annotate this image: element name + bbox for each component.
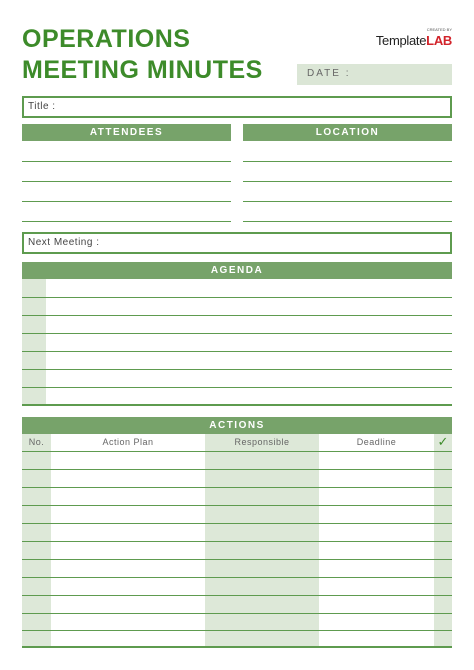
attendees-line <box>22 221 231 222</box>
actions-row <box>22 577 452 578</box>
agenda-row <box>22 404 452 406</box>
attendees-line <box>22 161 231 162</box>
agenda-header: AGENDA <box>22 262 452 279</box>
actions-col-no: No. <box>28 437 45 447</box>
actions-row <box>22 646 452 648</box>
location-line <box>243 201 452 202</box>
logo-brand-lab: LAB <box>426 33 452 48</box>
actions-row <box>22 487 452 488</box>
agenda-row <box>22 333 452 334</box>
page-title-line-2: MEETING MINUTES <box>22 56 263 84</box>
actions-col-action-plan: Action Plan <box>102 437 154 447</box>
title-label: Title : <box>28 101 56 112</box>
actions-row <box>22 559 452 560</box>
actions-check-column <box>434 434 452 646</box>
next-meeting-field[interactable] <box>22 232 452 254</box>
agenda-row <box>22 369 452 370</box>
templatelab-logo <box>376 28 452 49</box>
date-field[interactable] <box>297 64 452 85</box>
location-line <box>243 161 452 162</box>
location-header: LOCATION <box>243 124 452 141</box>
logo-brand <box>376 33 452 48</box>
actions-row <box>22 595 452 596</box>
agenda-row <box>22 351 452 352</box>
attendees-header: ATTENDEES <box>22 124 231 141</box>
logo-brand-template: Template <box>375 33 427 48</box>
check-icon: ✓ <box>437 434 449 449</box>
actions-row <box>22 630 452 631</box>
logo-caption: CREATED BY <box>426 27 452 32</box>
actions-header: ACTIONS <box>22 417 452 434</box>
agenda-row <box>22 387 452 388</box>
actions-row <box>22 469 452 470</box>
attendees-line <box>22 201 231 202</box>
attendees-line <box>22 181 231 182</box>
actions-col-deadline: Deadline <box>356 437 397 447</box>
actions-row <box>22 523 452 524</box>
location-line <box>243 221 452 222</box>
actions-col-responsible: Responsible <box>234 437 290 447</box>
actions-row <box>22 541 452 542</box>
next-meeting-label: Next Meeting : <box>28 237 100 248</box>
actions-no-column <box>22 434 51 646</box>
date-label: DATE : <box>307 68 351 79</box>
location-line <box>243 181 452 182</box>
actions-responsible-column <box>205 434 319 646</box>
page-title-line-1: OPERATIONS <box>22 25 191 53</box>
agenda-row <box>22 315 452 316</box>
actions-row <box>22 613 452 614</box>
actions-row <box>22 505 452 506</box>
agenda-row <box>22 297 452 298</box>
actions-row <box>22 451 452 452</box>
title-field[interactable] <box>22 96 452 118</box>
